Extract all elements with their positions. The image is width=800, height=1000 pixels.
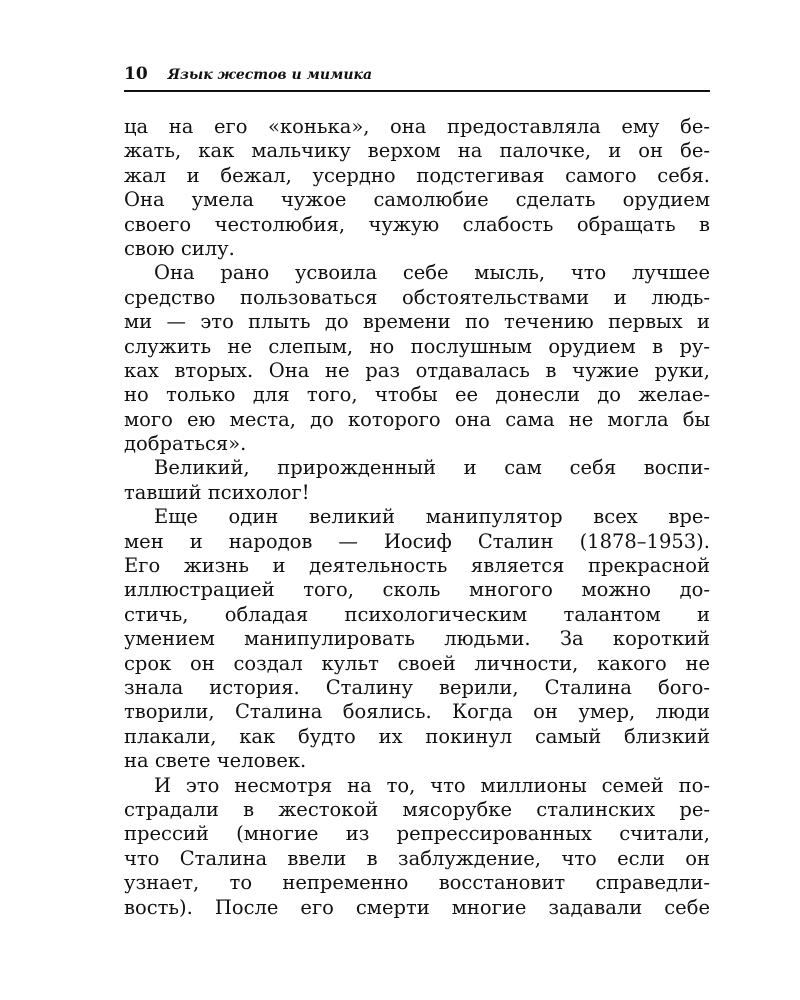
text-line: срок он создал культ своей личности, какого не bbox=[124, 651, 710, 675]
text-line: добраться». bbox=[124, 432, 247, 456]
text-line: на свете человек. bbox=[124, 749, 307, 773]
text-line: стичь, обладая психологическим талантом и bbox=[124, 602, 710, 626]
text-line: жал и бежал, усердно подстегивая самого себя. bbox=[124, 163, 710, 187]
text-line: своего честолюбия, чужую слабость обращать в bbox=[124, 212, 710, 236]
text-line: И это несмотря на то, что миллионы семей по- bbox=[154, 773, 710, 797]
text-line: страдали в жестокой мясорубке сталинских ре- bbox=[124, 797, 710, 821]
text-line: прессий (многие из репрессированных считали, bbox=[124, 822, 710, 846]
running-header bbox=[124, 64, 710, 92]
text-line: Его жизнь и деятельность является прекрасной bbox=[124, 554, 710, 578]
text-line: что Сталина ввели в заблуждение, что если он bbox=[124, 846, 710, 870]
text-line: Она умела чужое самолюбие сделать орудием bbox=[124, 188, 710, 212]
body-text bbox=[124, 115, 710, 920]
text-line: узнает, то непременно восстановит справедли- bbox=[124, 871, 710, 895]
text-line: но только для того, чтобы ее донесли до желае- bbox=[124, 383, 710, 407]
text-line: плакали, как будто их покинул самый близкий bbox=[124, 724, 710, 748]
text-line: средство пользоваться обстоятельствами и людь- bbox=[124, 285, 710, 309]
text-line: мен и народов — Иосиф Сталин (1878–1953). bbox=[124, 529, 710, 553]
text-line: ца на его «конька», она предоставляла ему бе- bbox=[124, 115, 710, 138]
text-line: умением манипулировать людьми. За короткий bbox=[124, 627, 710, 651]
text-line: свою силу. bbox=[124, 236, 235, 260]
text-line: знала история. Сталину верили, Сталина бого- bbox=[124, 675, 710, 699]
text-line: Еще один великий манипулятор всех вре- bbox=[154, 505, 710, 529]
running-title: Язык жестов и мимика bbox=[167, 67, 373, 83]
text-line: творили, Сталина боялись. Когда он умер, люди bbox=[124, 700, 710, 724]
text-line: тавший психолог! bbox=[124, 480, 310, 504]
text-line: Она рано усвоила себе мысль, что лучшее bbox=[154, 261, 710, 285]
page-number: 10 bbox=[124, 64, 148, 84]
text-line: иллюстрацией того, сколь многого можно до- bbox=[124, 578, 710, 602]
text-line: ми — это плыть до времени по течению первых и bbox=[124, 310, 710, 334]
text-line: жать, как мальчику верхом на палочке, и он бе- bbox=[124, 139, 710, 163]
text-line: ках вторых. Она не раз отдавалась в чужие руки, bbox=[124, 358, 710, 382]
text-line: Великий, прирожденный и сам себя воспи- bbox=[154, 456, 710, 480]
text-line: вость). После его смерти многие задавали себе bbox=[124, 895, 710, 919]
text-line: мого ею места, до которого она сама не могла бы bbox=[124, 407, 710, 431]
book-page bbox=[124, 64, 710, 920]
text-line: служить не слепым, но послушным орудием в ру- bbox=[124, 334, 710, 358]
